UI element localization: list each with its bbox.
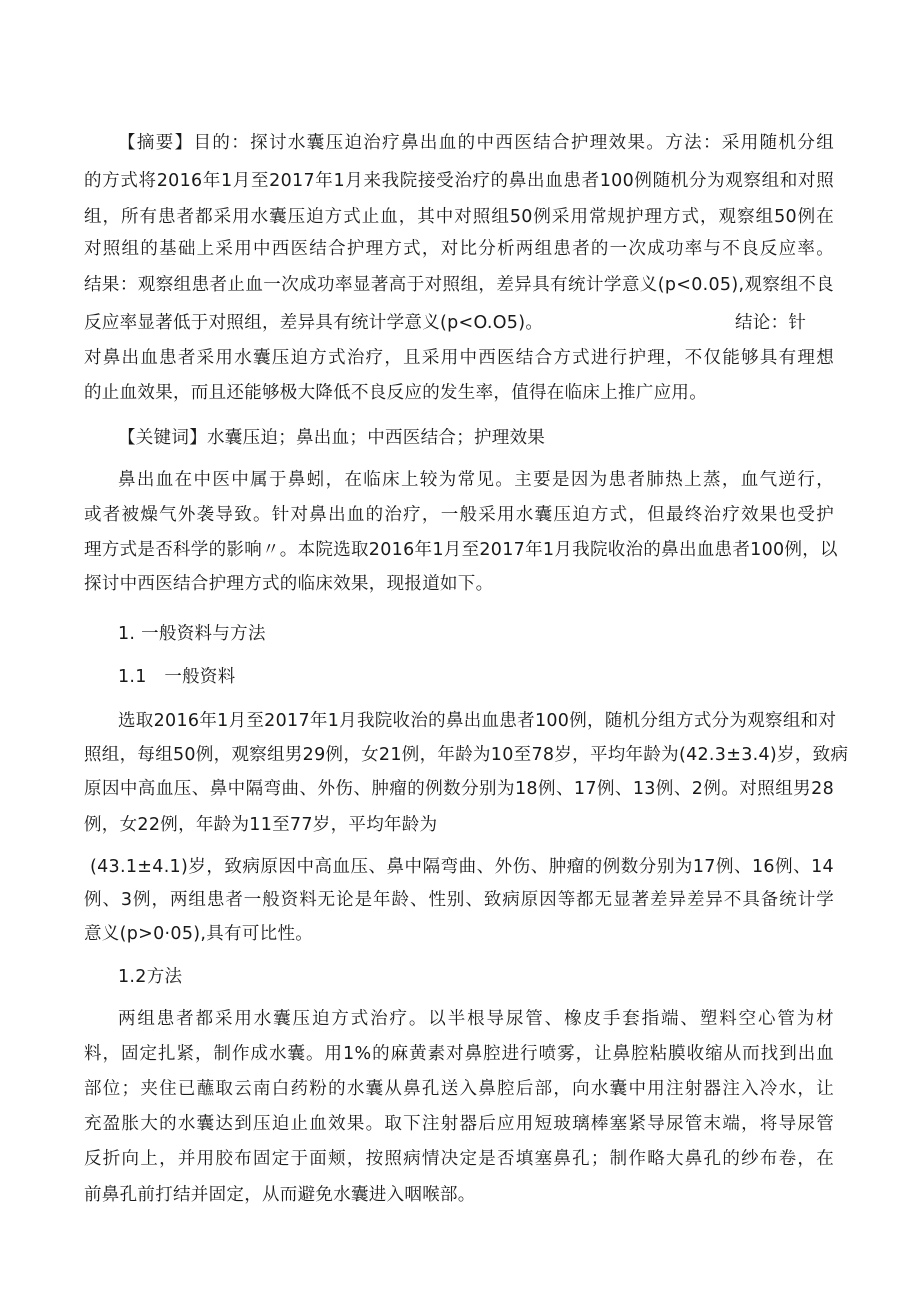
body-line: 例、3例，两组患者一般资料无论是年龄、性别、致病原因等都无显著差异差异不具备统计学 <box>84 890 834 910</box>
body-line: 充盈胀大的水囊达到压迫止血效果。取下注射器后应用短玻璃棒塞紧导尿管末端，将导尿管 <box>84 1114 834 1134</box>
body-line: 部位；夹住已蘸取云南白药粉的水囊从鼻孔送入鼻腔后部，向水囊中用注射器注入冷水，让 <box>84 1079 834 1099</box>
intro-line: 理方式是否科学的影响〃。本院选取2016年1月至2017年1月我院收治的鼻出血患者100例，以 <box>84 540 838 560</box>
abstract-line: 【摘要】目的：探讨水囊压迫治疗鼻出血的中西医结合护理效果。方法：采用随机分组 <box>118 133 834 153</box>
section-heading: 1. 一般资料与方法 <box>118 624 266 644</box>
body-line: 原因中高血压、鼻中隔弯曲、外伤、肿瘤的例数分别为18例、17例、13例、2例。对照组男28 <box>84 779 834 799</box>
body-line: 选取2016年1月至2017年1月我院收治的鼻出血患者100例，随机分组方式分为观察组和对 <box>118 711 837 731</box>
keywords: 【关键词】水囊压迫；鼻出血；中西医结合；护理效果 <box>118 428 546 448</box>
abstract-line: 反应率显著低于对照组，差异具有统计学意义(p<O.O5)。 <box>84 313 544 333</box>
intro-line: 或者被燥气外袭导致。针对鼻出血的治疗，一般采用水囊压迫方式，但最终治疗效果也受护 <box>84 505 834 525</box>
abstract-line: 的方式将2016年1月至2017年1月来我院接受治疗的鼻出血患者100例随机分为观察组和对照 <box>84 171 834 191</box>
body-line: (43.1±4.1)岁，致病原因中高血压、鼻中隔弯曲、外伤、肿瘤的例数分别为17例、16例、14 <box>90 857 834 877</box>
body-line: 料，固定扎紧，制作成水囊。用1%的麻黄素对鼻腔进行喷雾，让鼻腔粘膜收缩从而找到出血 <box>84 1044 834 1064</box>
subsection-heading: 1.1 一般资料 <box>118 667 236 687</box>
body-line: 例，女22例，年龄为11至77岁，平均年龄为 <box>84 815 438 835</box>
body-line: 两组患者都采用水囊压迫方式治疗。以半根导尿管、橡皮手套指端、塑料空心管为材 <box>118 1009 834 1029</box>
body-line: 意义(p>0·05),具有可比性。 <box>84 924 314 944</box>
abstract-line: 组，所有患者都采用水囊压迫方式止血，其中对照组50例采用常规护理方式，观察组50例在 <box>84 207 834 227</box>
abstract-line: 对鼻出血患者采用水囊压迫方式治疗，且采用中西医结合方式进行护理，不仅能够具有理想 <box>84 348 834 368</box>
body-line: 照组，每组50例，观察组男29例，女21例，年龄为10至78岁，平均年龄为(42.3±3.4)岁，致病 <box>84 745 849 765</box>
abstract-line: 结果：观察组患者止血一次成功率显著高于对照组，差异具有统计学意义(p<0.05),观察组不良 <box>84 275 834 295</box>
intro-line: 探讨中西医结合护理方式的临床效果，现报道如下。 <box>84 574 494 594</box>
body-line: 反折向上，并用胶布固定于面颊，按照病情决定是否填塞鼻孔；制作略大鼻孔的纱布卷，在 <box>84 1149 834 1169</box>
intro-line: 鼻出血在中医中属于鼻蚓，在临床上较为常见。主要是因为患者肺热上蒸，血气逆行， <box>118 470 834 490</box>
abstract-line: 的止血效果，而且还能够极大降低不良反应的发生率，值得在临床上推广应用。 <box>84 383 707 403</box>
abstract-line: 对照组的基础上采用中西医结合护理方式，对比分析两组患者的一次成功率与不良反应率。 <box>84 239 834 259</box>
subsection-heading: 1.2方法 <box>118 967 183 987</box>
abstract-conclusion-label: 结论：针 <box>735 313 807 333</box>
body-line: 前鼻孔前打结并固定，从而避免水囊进入咽喉部。 <box>84 1185 476 1205</box>
